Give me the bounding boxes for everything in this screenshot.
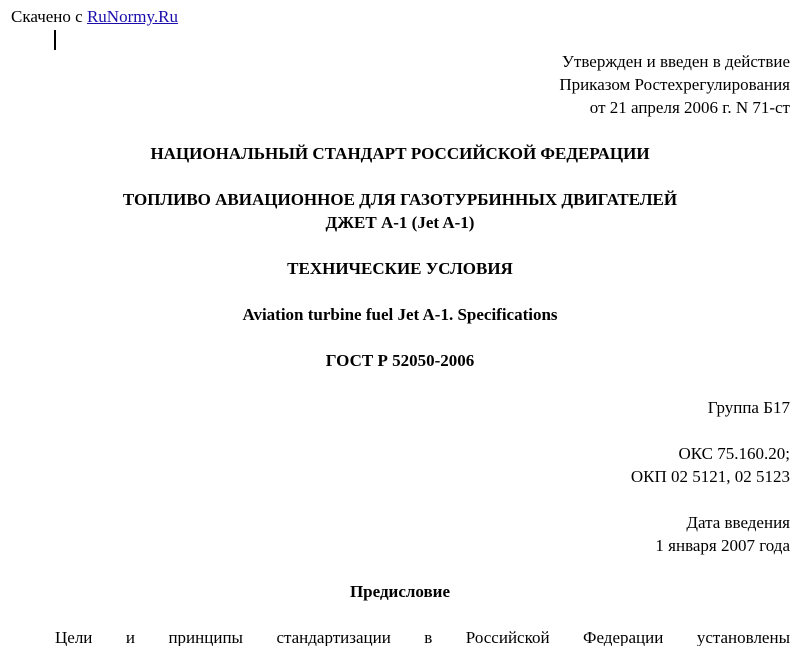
national-standard-heading: НАЦИОНАЛЬНЫЙ СТАНДАРТ РОССИЙСКОЙ ФЕДЕРАЦИИ <box>150 144 650 163</box>
gost-number: ГОСТ Р 52050-2006 <box>325 351 475 370</box>
document-title <box>0 188 796 234</box>
document-title-line-1: ТОПЛИВО АВИАЦИОННОЕ ДЛЯ ГАЗОТУРБИННЫХ ДВИГАТЕЛЕЙ <box>122 190 678 209</box>
oks-code: ОКС 75.160.20; <box>678 444 790 463</box>
okp-code: ОКП 02 5121, 02 5123 <box>630 467 790 486</box>
effective-date-block <box>655 511 790 557</box>
english-title: Aviation turbine fuel Jet A-1. Specifications <box>242 305 558 324</box>
source-attribution <box>11 5 178 28</box>
group-code: Группа Б17 <box>707 398 790 417</box>
effective-date-value: 1 января 2007 года <box>655 536 790 555</box>
approval-line-1: Утвержден и введен в действие <box>561 52 790 71</box>
approval-line-2: Приказом Ростехрегулирования <box>559 75 790 94</box>
foreword-paragraph-first-line: Цели и принципы стандартизации в Российской Федерации установлены <box>55 628 790 646</box>
document-title-line-2: ДЖЕТ А-1 (Jet A-1) <box>325 213 475 232</box>
document-subtitle: ТЕХНИЧЕСКИЕ УСЛОВИЯ <box>287 259 513 278</box>
approval-line-3: от 21 апреля 2006 г. N 71-ст <box>589 98 790 117</box>
effective-date-label: Дата введения <box>686 513 790 532</box>
classification-codes <box>631 442 790 488</box>
source-link[interactable]: RuNormy.Ru <box>86 7 178 26</box>
foreword-heading: Предисловие <box>349 582 451 601</box>
approval-block <box>559 50 790 119</box>
source-prefix: Скачено с <box>11 7 83 26</box>
text-cursor <box>54 30 56 50</box>
